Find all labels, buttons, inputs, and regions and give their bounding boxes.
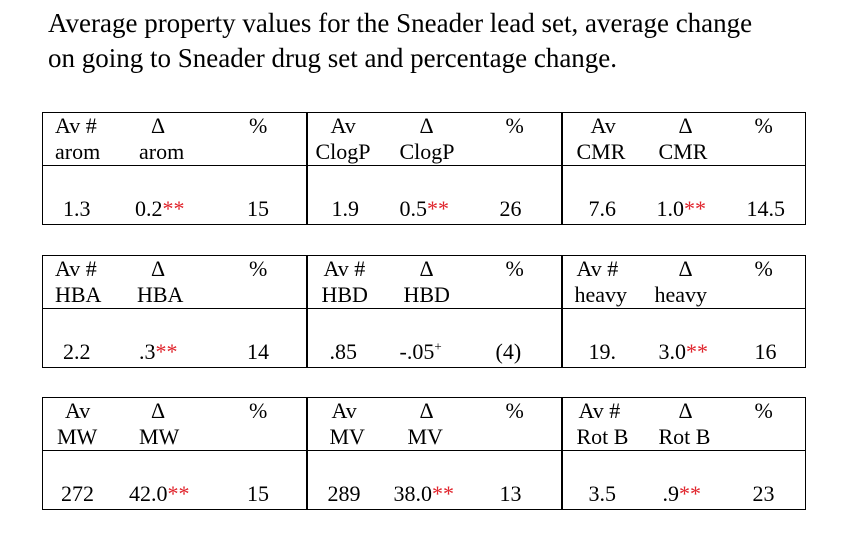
value-average: 272: [61, 481, 94, 506]
value-percent: 14.5: [746, 196, 785, 221]
col-header-av-sub: HBD: [321, 282, 368, 307]
value-percent: 16: [754, 339, 777, 364]
col-header-av-label: Av: [330, 113, 356, 138]
value-change: 0.2**: [135, 196, 185, 221]
value-cell-mw: [43, 451, 307, 510]
col-header-delta-sub: CMR: [658, 139, 708, 164]
value-cell-mv: [307, 451, 562, 510]
col-header-percent: %: [249, 398, 268, 423]
col-header-av-sub: MV: [329, 424, 365, 449]
col-header-delta-label: Δ: [419, 256, 434, 281]
header-cell-heavy: [562, 256, 806, 309]
col-header-percent: %: [754, 113, 773, 138]
value-average: 7.6: [588, 196, 616, 221]
table-value-row: [43, 451, 806, 510]
table-value-row: [43, 309, 806, 368]
col-header-percent: %: [249, 256, 268, 281]
header-cell-mv: [307, 398, 562, 451]
value-average: 1.3: [63, 196, 91, 221]
col-header-delta-sub: HBD: [403, 282, 450, 307]
significance-stars: **: [162, 196, 185, 221]
table-header-row: [43, 256, 806, 309]
value-cell-clogp: [307, 166, 562, 225]
header-cell-mw: [43, 398, 307, 451]
significance-stars: **: [686, 339, 708, 364]
col-header-av-label: Av: [331, 398, 357, 423]
col-header-percent: %: [249, 113, 268, 138]
value-percent: 26: [499, 196, 522, 221]
document-title: [48, 6, 848, 76]
col-header-delta-sub: arom: [139, 139, 185, 164]
col-header-av-label: Av #: [576, 256, 619, 281]
significance-stars: **: [679, 481, 701, 506]
col-header-delta-label: Δ: [678, 398, 693, 423]
col-header-percent: %: [505, 256, 524, 281]
header-cell-clogp: [307, 113, 562, 166]
col-header-av-label: Av #: [55, 113, 97, 138]
col-header-delta-label: Δ: [151, 256, 166, 281]
col-header-av-label: Av #: [55, 256, 97, 281]
col-header-delta-sub: MV: [407, 424, 443, 449]
col-header-delta-label: Δ: [151, 398, 166, 423]
value-cell-hbd: [307, 309, 562, 368]
title-line-2: on going to Sneader drug set and percentage change.: [48, 43, 618, 73]
col-header-percent: %: [754, 256, 773, 281]
col-header-delta-sub: Rot B: [658, 424, 711, 449]
significance-stars: **: [155, 339, 178, 364]
header-cell-arom: [43, 113, 307, 166]
value-change: 0.5**: [399, 196, 449, 221]
col-header-av-label: Av #: [578, 398, 621, 423]
col-header-delta-label: Δ: [678, 256, 693, 281]
header-cell-rotb: [562, 398, 806, 451]
value-change: .3**: [139, 339, 178, 364]
value-average: 3.5: [588, 481, 616, 506]
value-change: 1.0**: [656, 196, 706, 221]
property-table-hba-hbd-heavy: [42, 255, 806, 368]
col-header-percent: %: [754, 398, 773, 423]
table-header-row: [43, 398, 806, 451]
col-header-av-sub: MW: [57, 424, 98, 449]
property-table-arom-clogp-cmr: [42, 112, 806, 225]
value-percent: (4): [495, 339, 522, 364]
value-change: -.05+: [399, 338, 442, 364]
significance-stars: **: [684, 196, 706, 221]
marginal-significance-marker: +: [434, 338, 442, 354]
value-cell-rotb: [562, 451, 806, 510]
col-header-delta-sub: MW: [139, 424, 180, 449]
value-average: 19.: [588, 339, 616, 364]
value-percent: 15: [247, 196, 269, 221]
value-cell-heavy: [562, 309, 806, 368]
value-change: 38.0**: [393, 481, 454, 506]
value-change: 3.0**: [658, 339, 708, 364]
col-header-av-sub: heavy: [574, 282, 628, 307]
col-header-delta-sub: ClogP: [399, 139, 455, 164]
col-header-delta-label: Δ: [151, 113, 166, 138]
col-header-av-label: Av #: [323, 256, 366, 281]
value-average: .85: [329, 339, 357, 364]
value-percent: 14: [247, 339, 269, 364]
value-cell-hba: [43, 309, 307, 368]
col-header-delta-label: Δ: [678, 113, 693, 138]
col-header-av-sub: Rot B: [576, 424, 629, 449]
value-percent: 23: [752, 481, 775, 506]
col-header-delta-sub: HBA: [137, 282, 184, 307]
col-header-av-sub: HBA: [55, 282, 102, 307]
col-header-percent: %: [505, 398, 524, 423]
significance-stars: **: [167, 481, 190, 506]
col-header-delta-sub: heavy: [654, 282, 708, 307]
value-cell-cmr: [562, 166, 806, 225]
col-header-percent: %: [505, 113, 524, 138]
value-cell-arom: [43, 166, 307, 225]
value-percent: 15: [247, 481, 269, 506]
col-header-av-label: Av: [65, 398, 91, 423]
significance-stars: **: [432, 481, 454, 506]
value-change: 42.0**: [129, 481, 190, 506]
value-average: 1.9: [331, 196, 359, 221]
value-average: 289: [327, 481, 361, 506]
significance-stars: **: [427, 196, 449, 221]
table-header-row: [43, 113, 806, 166]
title-line-1: Average property values for the Sneader lead set, average change: [48, 8, 753, 38]
property-table-mw-mv-rotb: [42, 397, 806, 510]
col-header-av-sub: arom: [55, 139, 101, 164]
header-cell-hbd: [307, 256, 562, 309]
table-value-row: [43, 166, 806, 225]
col-header-delta-label: Δ: [419, 113, 434, 138]
value-average: 2.2: [63, 339, 91, 364]
col-header-av-label: Av: [590, 113, 616, 138]
value-percent: 13: [499, 481, 522, 506]
header-cell-hba: [43, 256, 307, 309]
header-cell-cmr: [562, 113, 806, 166]
col-header-av-sub: CMR: [576, 139, 626, 164]
col-header-delta-label: Δ: [419, 398, 434, 423]
value-change: .9**: [662, 481, 701, 506]
col-header-av-sub: ClogP: [315, 139, 371, 164]
